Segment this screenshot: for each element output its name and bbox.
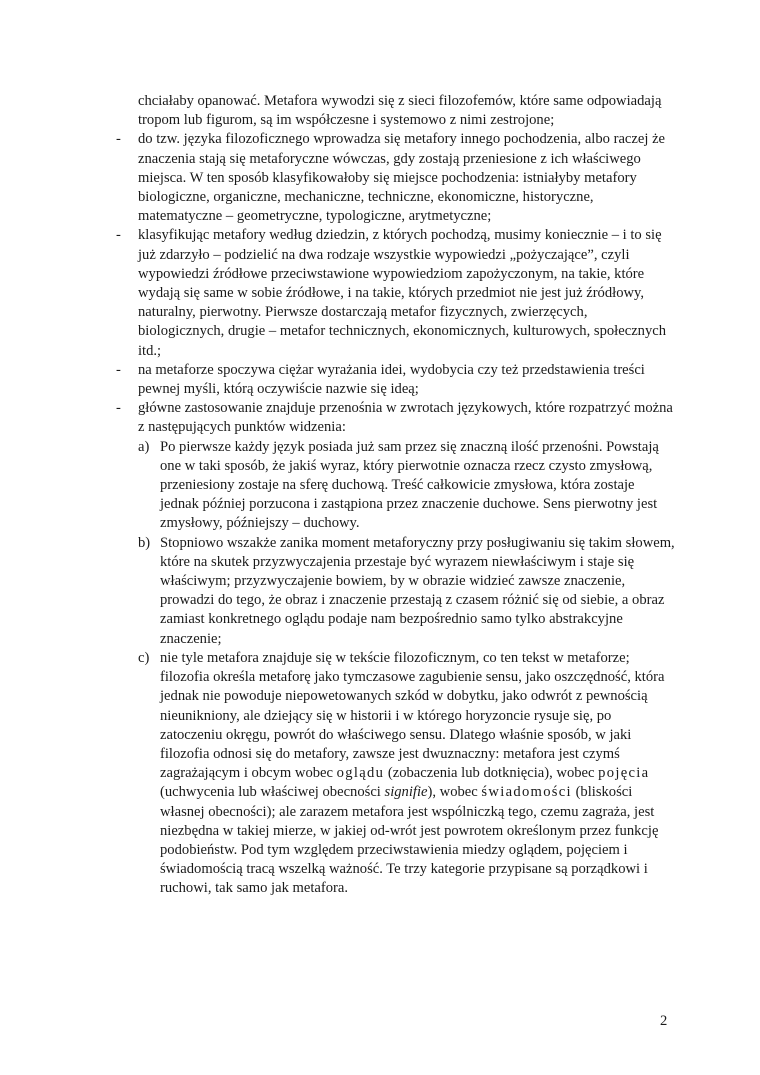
- sublist-item-text: Po pierwsze każdy język posiada już sam przez się znaczną ilość przenośni. Powstają one w taki sposób, że jakiś wyraz, który pierwotnie oznacza rzecz czysto zmysłową, przeniesiony zostaje na sferę duchową. Treść całkowicie zmysłowa, która zostaje jednak później porzucona i zastąpiona przez znaczenie duchowe. Sens pierwotny jest zmysłowy, późniejszy – duchowy.: [160, 438, 659, 532]
- spaced-term: świadomości: [481, 784, 572, 801]
- intro-paragraph: chciałaby opanować. Metafora wywodzi się z sieci filozofemów, które same odpowiadają tropom lub figurom, są im współczesne i systemowo z nimi zestrojone;: [138, 93, 662, 129]
- page-content: [116, 92, 676, 899]
- sublist-marker: a): [138, 438, 150, 455]
- sublist-item-text: Stopniowo wszakże zanika moment metaforyczny przy posługiwaniu się takim słowem, które na skutek przyzwyczajenia przestaje być wyrazem niewłaściwym i staje się właściwym; przyzwyczajenie bowiem, by w obrazie widzieć zawsze znaczenie, prowadzi do tego, że obraz i znaczenie przestają z czasem różnić się od siebie, a obraz zamiast konkretnego oglądu podaje nam bezpośrednio samo tylko abstrakcyjne znaczenie;: [160, 534, 675, 647]
- dash-bullet: -: [116, 131, 121, 148]
- list-item-text: na metaforze spoczywa ciężar wyrażania idei, wydobycia czy też przedstawienia treści pewnej myśli, którą oczywiście nazwie się ideą;: [138, 361, 645, 398]
- list-item: [116, 226, 676, 360]
- list-item-text: do tzw. języka filozoficznego wprowadza się metafory innego pochodzenia, albo raczej że znaczenia stają się metaforyczne wówczas, gdy zostają przeniesione z ich właściwego miejsca. W ten sposób klasyfikowałoby się miejsce pochodzenia: istniałyby metafory biologiczne, organiczne, mechaniczne, techniczne, ekonomiczne, historyczne, matematyczne – geometryczne, typologiczne, arytmetyczne;: [138, 131, 666, 225]
- spaced-term: pojęcia: [598, 765, 650, 782]
- dash-bullet: -: [116, 227, 121, 244]
- dash-bullet: -: [116, 361, 121, 378]
- list-item: [116, 361, 676, 399]
- text-segment: (bliskości własnej obecności); ale zarazem metafora jest wspólniczką tego, czemu zagraża, jest niezbędna w takiej mierze, w jakiej od-wrót jest powrotem określonym przez funkcję podobieństw. Pod tym względem przeciwstawienia miedzy oglądem, pojęciem i świadomością tracą wszelką ważność. Te trzy kategorie przypisane są porządkowi i ruchowi, tak samo jak metafora.: [160, 784, 659, 897]
- sublist-item-a: [138, 438, 676, 534]
- list-item-text: główne zastosowanie znajduje przenośnia w zwrotach językowych, które rozpatrzyć można z następujących punktów widzenia:: [138, 400, 673, 436]
- spaced-term: oglądu: [336, 765, 385, 782]
- lettered-sublist: [138, 438, 676, 899]
- page-number: 2: [660, 1013, 668, 1029]
- list-item-text: klasyfikując metafory według dziedzin, z których pochodzą, musimy koniecznie – i to się już zdarzyło – podzielić na dwa rodzaje wszystkie wypowiedzi „pożyczające”, czyli wypowiedzi źródłowe przeciwstawione wypowiedziom zapożyczonym, na takie, które wydają się same w sobie źródłowe, i na takie, których przedmiot nie jest już źródłowy, naturalny, pierwotny. Pierwsze dostarczają metafor fizycznych, zwierzęcych, biologicznych, drugie – metafor technicznych, ekonomicznych, kulturowych, społecznych itd.;: [138, 227, 667, 359]
- sublist-item-c: [138, 649, 676, 899]
- list-item: [116, 399, 676, 437]
- sublist-item-text: [160, 650, 665, 896]
- sublist-marker: b): [138, 534, 151, 551]
- text-segment: (uchwycenia lub właściwej obecności: [160, 784, 385, 801]
- text-segment: (zobaczenia lub dotknięcia), wobec: [384, 765, 599, 782]
- dash-bullet: -: [116, 400, 121, 417]
- text-segment: ), wobec: [427, 784, 482, 801]
- sublist-marker: c): [138, 649, 150, 666]
- sublist-item-b: [138, 534, 676, 649]
- text-segment: nie tyle metafora znajduje się w tekście filozoficznym, co ten tekst w metaforze; filozofia określa metaforę jako tymczasowe zagubienie sensu, jako oszczędność, która jednak nie powoduje niepowetowanych szkód w dobytku, jako odwrót z pewnością nieunikniony, ale dziejący się w historii i w którego horyzoncie rysuje się, po zatoczeniu okręgu, powrót do właściwego sensu. Dlatego właśnie sposób, w jaki filozofia odnosi się do metafory, zawsze jest dwuznaczny: metafora jest czymś zagrażającym i obcym wobec: [160, 649, 665, 782]
- list-item: [116, 130, 676, 226]
- italic-term: signifie: [384, 784, 428, 801]
